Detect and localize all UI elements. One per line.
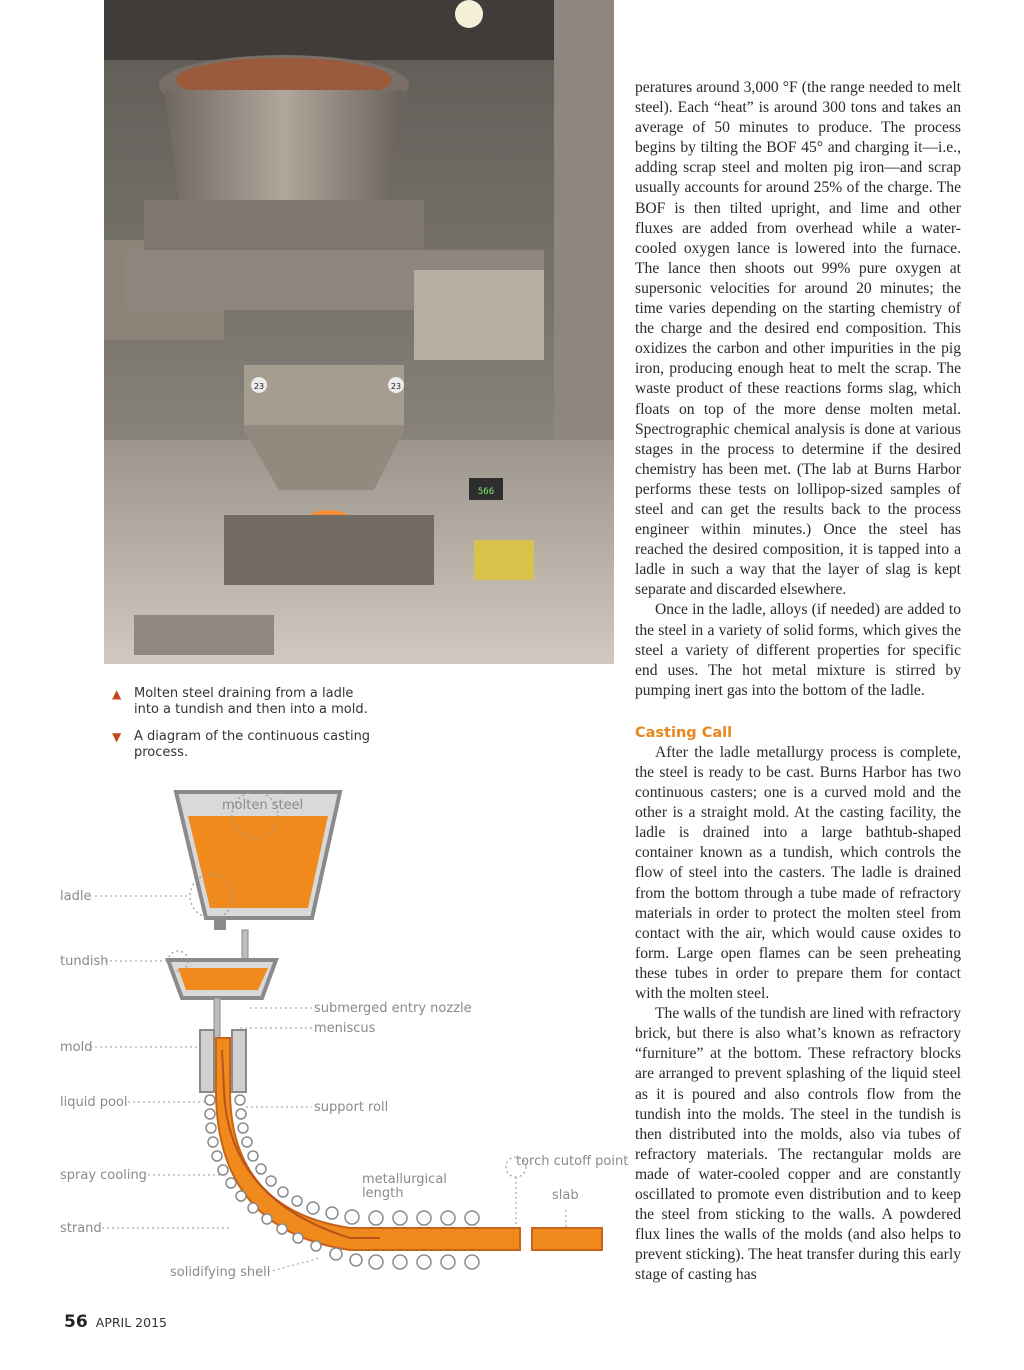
slab-shape xyxy=(532,1228,602,1250)
section-heading: Casting Call xyxy=(635,724,733,741)
photo-caption xyxy=(112,686,372,718)
continuous-casting-diagram xyxy=(50,780,630,1290)
label-spray-cooling: spray cooling xyxy=(60,1168,147,1183)
label-metallurgical: metallurgical xyxy=(362,1172,447,1187)
article-paragraph: Once in the ladle, alloys (if needed) are added to the steel in a variety of solid forms, which gives the steel a variety of different properties for specific end uses. The hot metal mixture is stirred by pumping inert gas into the bottom of the ladle. xyxy=(635,601,961,699)
diagram-caption xyxy=(112,729,372,761)
tag-right-label: 23 xyxy=(390,382,402,391)
label-torch-cutoff-point: torch cutoff point xyxy=(516,1154,629,1169)
ladle-photo-illustration xyxy=(104,0,614,664)
display-readout: 566 xyxy=(477,487,495,497)
article-paragraph: After the ladle metallurgy process is complete, the steel is ready to be cast. Burns Harbor has two continuous casters; one is a curved mold and the other is a straight mold. At the casting facility, the ladle is drained into a large bathtub-shaped container known as a tundish, which controls the flow of steel into the casters. The ladle is drained from the bottom through a tube made of refractory materials in order to protect the molten steel from contact with the air, which would cause oxides to form. Large open flames can be seen preheating these tubes in order to prepare them for contact with the molten steel. xyxy=(635,743,961,1003)
label-length: length xyxy=(362,1186,404,1201)
issue-date: APRIL 2015 xyxy=(95,1315,167,1330)
label-tundish: tundish xyxy=(60,954,109,969)
label-molten-steel: molten steel xyxy=(222,798,304,813)
tag-left-label: 23 xyxy=(253,382,265,391)
page-number: 56 xyxy=(64,1312,88,1332)
caption-up-arrow-icon: ▲ xyxy=(112,687,122,701)
ladle-molten-steel xyxy=(188,816,328,908)
caption-text: A diagram of the continuous casting process. xyxy=(134,729,371,760)
label-liquid-pool: liquid pool xyxy=(60,1095,128,1110)
label-solidifying-shell: solidifying shell xyxy=(170,1265,271,1280)
article-paragraph: peratures around 3,000 °F (the range needed to melt steel). Each “heat” is around 300 tons and takes an average of 50 minutes to produce. The process begins by tilting the BOF 45° and charging it—i.e., adding scrap steel and molten pig iron—and scrap usually accounts for around 25% of the charge. The BOF is then tilted upright, and lime and other fluxes are added from overhead while a water-cooled oxygen lance is lowered into the furnace. The lance then shoots out 99% pure oxygen at supersonic velocities for around 20 minutes; the time varies depending on the starting chemistry of the charge and the desired end composition. This oxidizes the carbon and other impurities in the pig iron, producing enough heat to melt the scrap. The waste product of these reactions forms slag, which floats on top of the more dense molten metal. Spectrographic chemical analysis is done at various stages in the process to determine if the desired chemistry has been met. (The lab at Burns Harbor performs these tests on lollipop-sized samples of steel and can get the results back to the process engineer within minutes.) Once the steel has reached the desired composition, it is tapped into a ladle in such a way that the layer of slag is kept separate and discarded elsewhere. xyxy=(635,79,961,599)
mold-right-wall xyxy=(232,1030,246,1092)
label-strand: strand xyxy=(60,1221,102,1236)
label-support-roll: support roll xyxy=(314,1100,389,1115)
caption-down-arrow-icon: ▼ xyxy=(112,730,122,744)
label-mold: mold xyxy=(60,1040,93,1055)
label-meniscus: meniscus xyxy=(314,1021,376,1036)
label-submerged-entry-nozzle: submerged entry nozzle xyxy=(314,1001,472,1016)
page-footer xyxy=(64,1312,167,1332)
steel-mill-photo xyxy=(104,0,614,664)
caption-text: Molten steel draining from a ladle into a tundish and then into a mold. xyxy=(134,686,368,717)
label-ladle: ladle xyxy=(60,889,92,904)
label-slab: slab xyxy=(552,1188,579,1203)
article-paragraph: The walls of the tundish are lined with refractory brick, but there is also what’s known as refractory “furniture” at the bottom. These refractory blocks are arranged to prevent splashing of the liquid steel as it is poured and also controls flow from the tundish into the molds. The steel in the tundish is then distributed into the molds, also via tubes of refractory materials. The rectangular molds are made of water-cooled copper and are constantly oscillated to promote even distribution and to keep the steel from sticking to the walls. A powdered flux lines the walls of the molds (and also helps to prevent sticking). The heat transfer during this early stage of casting has xyxy=(635,1005,961,1284)
mold-left-wall xyxy=(200,1030,214,1092)
article-column xyxy=(635,78,961,1285)
